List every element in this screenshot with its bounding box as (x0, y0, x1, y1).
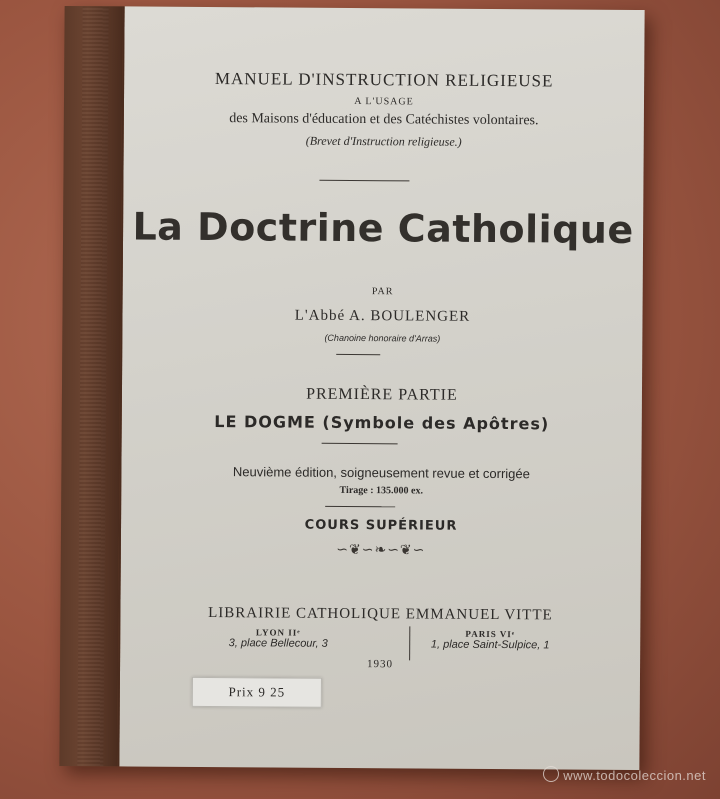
watermark-logo-icon (543, 766, 559, 782)
book-cover (117, 6, 644, 770)
ornament-icon: ∽❦∽❧∽❦∽ (336, 542, 426, 559)
lyon-name: LYON IIᵉ (255, 627, 301, 638)
part-label: PREMIÈRE PARTIE (306, 385, 458, 404)
divider-rule (325, 506, 395, 507)
divider-rule (322, 443, 398, 445)
watermark (543, 766, 706, 783)
audience-line: des Maisons d'éducation et des Catéchistes volontaires. (229, 111, 539, 129)
publisher-name: LIBRAIRIE CATHOLIQUE EMMANUEL VITTE (208, 605, 553, 624)
print-run: Tirage : 135.000 ex. (339, 484, 424, 497)
divider-rule (336, 354, 380, 355)
divider-rule (319, 180, 409, 182)
book-title: La Doctrine Catholique (132, 204, 634, 252)
part-subtitle: LE DOGME (Symbole des Apôtres) (214, 412, 550, 434)
author-name: L'Abbé A. BOULENGER (294, 307, 471, 325)
usage-line: A L'USAGE (354, 96, 414, 108)
book (59, 6, 644, 770)
paris-name: PARIS VIᵉ (465, 628, 516, 640)
paris-address-block (380, 628, 600, 652)
lyon-address-block (168, 627, 388, 651)
par-label: PAR (371, 286, 394, 298)
course-level: COURS SUPÉRIEUR (304, 517, 458, 534)
lyon-address: 3, place Bellecour, 3 (228, 637, 328, 650)
watermark-text: www.todocoleccion.net (563, 768, 706, 783)
brevet-line: (Brevet d'Instruction religieuse.) (305, 133, 462, 149)
paris-address: 1, place Saint-Sulpice, 1 (430, 638, 550, 652)
series-title: MANUEL D'INSTRUCTION RELIGIEUSE (214, 69, 554, 91)
edition-line: Neuvième édition, soigneusement revue et corrigée (232, 464, 530, 482)
author-title: (Chanoine honoraire d'Arras) (324, 332, 441, 344)
publication-year: 1930 (367, 658, 394, 671)
book-spine (59, 6, 122, 766)
price-sticker: Prix 9 25 (192, 677, 322, 708)
